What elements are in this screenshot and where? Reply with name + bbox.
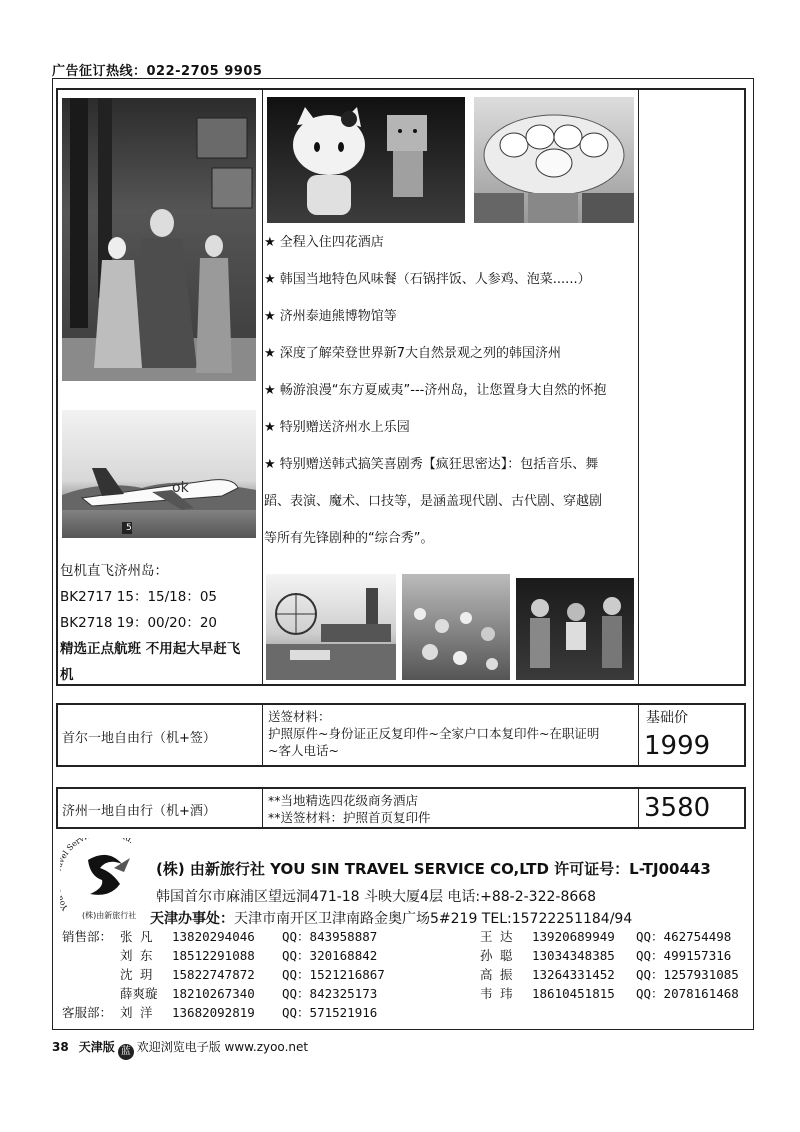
package-info: [268, 708, 638, 759]
ad-hotline: 广告征订热线：022-2705 9905: [52, 64, 263, 79]
contact-qq: QQ：843958887: [282, 929, 378, 944]
package-seoul-row: [56, 703, 746, 767]
contact-phone: 13920689949: [532, 929, 615, 944]
contact-row: [480, 928, 731, 946]
comedy-show-photo: [516, 578, 634, 680]
package-info-line: **当地精选四花级商务酒店: [268, 793, 419, 808]
package-jeju-row: [56, 787, 746, 829]
column-divider: [262, 90, 263, 684]
contact-name: 刘 东: [120, 948, 153, 963]
package-name: 济州一地自由行（机+酒）: [62, 804, 216, 819]
contact-phone: 13264331452: [532, 967, 615, 982]
feature-list: [264, 232, 636, 565]
contact-qq: QQ：462754498: [636, 929, 732, 944]
amusement-park-photo: [266, 574, 396, 680]
hanbok-family-photo: [62, 98, 256, 381]
contact-name: 薛爽璇: [120, 986, 158, 1001]
tianjin-office: [150, 908, 632, 928]
contact-name: 王 达: [480, 929, 513, 944]
feature-item: ★ 特别赠送韩式搞笑喜剧秀【疯狂思密达】：包括音乐、舞: [264, 457, 599, 472]
company-logo: [60, 838, 150, 922]
dept-label: 客服部：: [62, 1005, 113, 1020]
package-price: 1999: [644, 731, 711, 761]
flight-title: 包机直飞济州岛：: [60, 563, 168, 579]
contact-qq: QQ：571521916: [282, 1005, 378, 1020]
company-name-line: (株) 由新旅行社 YOU SIN TRAVEL SERVICE CO,LTD 许可证号：L-TJ00443: [156, 860, 711, 878]
edition-badge: 蓝: [118, 1044, 134, 1060]
company-address: 韩国首尔市麻浦区望远洞471-18 斗映大厦4层 电话:+88-2-322-8668: [156, 889, 597, 905]
feature-item: ★ 济州泰迪熊博物馆等: [264, 309, 397, 324]
contact-phone: 13820294046: [172, 929, 255, 944]
flight-line-1: BK2717 15：15/18：05: [60, 589, 218, 605]
contact-name: 高 振: [480, 967, 513, 982]
contact-name: 张 凡: [120, 929, 153, 944]
logo-arc-text: Y l Serv d.: [60, 838, 136, 912]
hello-kitty-figure-photo: [267, 97, 465, 223]
contact-name: 刘 洋: [120, 1005, 153, 1020]
page-footer: [52, 1038, 308, 1060]
feature-item: ★ 韩国当地特色风味餐（石锅拌饭、人参鸡、泡菜......）: [264, 272, 591, 287]
flight-line-2: BK2718 19：00/20：20: [60, 615, 218, 631]
contact-name: 韦 玮: [480, 986, 513, 1001]
water-park-photo: [402, 574, 510, 680]
footer-text[interactable]: 欢迎浏览电子版 www.zyoo.net: [136, 1040, 309, 1054]
contact-phone: 18512291088: [172, 948, 255, 963]
airplane-photo: [62, 410, 256, 538]
column-divider: [262, 705, 263, 765]
contact-qq: QQ：1521216867: [282, 967, 385, 982]
dept-label: 销售部：: [62, 929, 113, 944]
package-price: 3580: [644, 793, 711, 823]
contact-phone: 18610451815: [532, 986, 615, 1001]
logo-sub-text: (株)由新旅行社: [82, 911, 137, 920]
edition-label: 天津版: [78, 1040, 115, 1054]
contact-phone: 13682092819: [172, 1005, 255, 1020]
contact-row: [480, 985, 739, 1003]
contact-phone: 13034348385: [532, 948, 615, 963]
feature-item: 等所有先锋剧种的“综合秀”。: [264, 531, 434, 546]
column-divider: [638, 705, 639, 765]
contact-row: [62, 985, 377, 1003]
contact-phone: 18210267340: [172, 986, 255, 1001]
contact-row: [480, 947, 731, 965]
column-divider: [638, 789, 639, 827]
feature-item: ★ 畅游浪漫“东方夏威夷”---济州岛，让您置身大自然的怀抱: [264, 383, 607, 398]
feature-item: 蹈、表演、魔术、口技等，是涵盖现代剧、古代剧、穿越剧: [264, 494, 603, 509]
flight-highlight: 精选正点航班 不用起大早赶飞: [60, 641, 241, 657]
contact-phone: 15822747872: [172, 967, 255, 982]
flight-info: [60, 558, 256, 688]
flight-highlight-cont: 机: [60, 667, 74, 683]
contact-row: [480, 966, 739, 984]
feature-item: ★ 全程入住四花酒店: [264, 235, 384, 250]
plane-number-label: 5: [126, 523, 132, 533]
contact-qq: QQ：2078161468: [636, 986, 739, 1001]
tianjin-office-label: 天津办事处：: [150, 911, 234, 927]
page-number: 38: [52, 1040, 69, 1054]
contact-row: [62, 947, 377, 965]
column-divider: [638, 90, 639, 684]
package-info-line: ~客人电话~: [268, 743, 339, 758]
package-info: [268, 792, 638, 826]
contact-qq: QQ：842325173: [282, 986, 378, 1001]
contact-name: 孙 聪: [480, 948, 513, 963]
character-collage-photo: [474, 97, 634, 223]
package-info-line: 送签材料：: [268, 709, 331, 724]
price-label: 基础价: [646, 710, 688, 726]
contact-qq: QQ：1257931085: [636, 967, 739, 982]
package-info-line: **送签材料：护照首页复印件: [268, 810, 431, 825]
contact-row: [62, 1004, 377, 1022]
package-info-line: 护照原件~身份证正反复印件~全家户口本复印件~在职证明: [268, 726, 600, 741]
feature-item: ★ 深度了解荣登世界新7大自然景观之列的韩国济州: [264, 346, 562, 361]
column-divider: [262, 789, 263, 827]
svg-text:ok: ok: [172, 480, 189, 496]
contact-qq: QQ：499157316: [636, 948, 732, 963]
contact-row: [62, 928, 377, 946]
feature-item: ★ 特别赠送济州水上乐园: [264, 420, 410, 435]
tianjin-office-address: 天津市南开区卫津南路金奥广场5#219 TEL:15722251184/94: [234, 911, 633, 927]
contact-qq: QQ：320168842: [282, 948, 378, 963]
package-name: 首尔一地自由行（机+签）: [62, 731, 216, 746]
contact-name: 沈 玥: [120, 967, 153, 982]
contact-row: [62, 966, 385, 984]
